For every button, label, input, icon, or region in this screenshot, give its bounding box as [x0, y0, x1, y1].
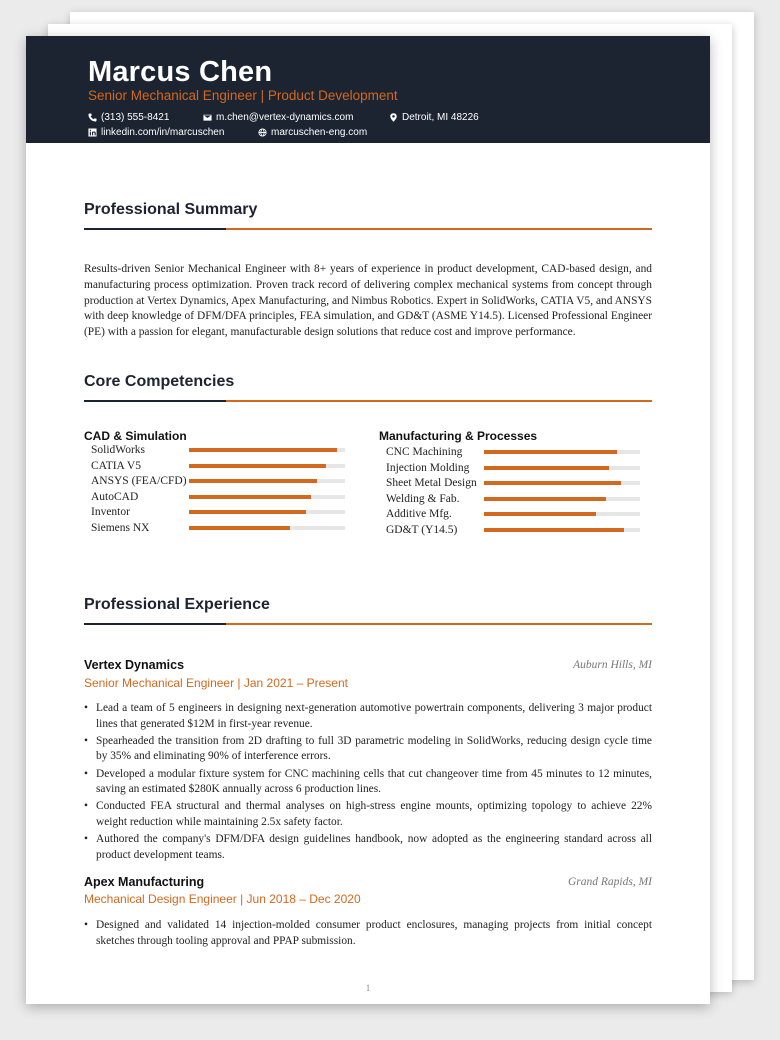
summary-divider	[84, 228, 652, 230]
skill-level-bar	[484, 497, 640, 501]
map-pin-icon	[389, 113, 398, 122]
skill-name: Sheet Metal Design	[386, 477, 477, 490]
skill-name: Siemens NX	[91, 521, 150, 534]
phone-icon	[88, 113, 97, 122]
contact-location	[389, 112, 479, 123]
skill-level-bar	[484, 481, 640, 485]
contact-row-2	[88, 127, 367, 138]
contact-row-1	[88, 112, 479, 123]
skill-level-bar	[189, 510, 345, 514]
skill-name: CNC Machining	[386, 446, 463, 458]
skill-level-fill	[189, 464, 326, 468]
phone-text: (313) 555-8421	[101, 112, 170, 123]
skill-list	[379, 445, 651, 539]
competency-group-cad	[84, 429, 356, 537]
skill-row	[91, 459, 356, 475]
job-role: Mechanical Design Engineer | Jun 2018 – Dec 2020	[84, 892, 361, 906]
skill-level-fill	[484, 450, 617, 454]
skill-name: CATIA V5	[91, 459, 141, 472]
skill-level-bar	[484, 512, 640, 516]
skill-row	[91, 474, 356, 490]
skill-name: Welding & Fab.	[386, 492, 460, 505]
skill-row	[386, 492, 651, 508]
contact-email[interactable]	[203, 112, 389, 123]
competency-group-title: CAD & Simulation	[84, 429, 187, 443]
skill-name: Injection Molding	[386, 461, 470, 474]
resume-page	[26, 36, 710, 1004]
competency-group-manufacturing	[379, 429, 651, 539]
skill-level-bar	[189, 526, 345, 530]
job-bullet: • Developed a modular fixture system for CNC machining cells that cut changeover time from 45 minutes to 12 minutes, saving an estimated $280K annually across 6 production lines.	[84, 767, 652, 798]
job-company: Apex Manufacturing	[84, 875, 205, 889]
skill-row	[386, 445, 651, 461]
skill-level-fill	[189, 479, 317, 483]
job-location: Grand Rapids, MI	[567, 876, 652, 888]
page-number: 1	[365, 983, 371, 993]
globe-icon	[258, 128, 267, 137]
job-company: Vertex Dynamics	[84, 658, 185, 672]
skill-level-bar	[189, 495, 345, 499]
job-bullets	[84, 918, 652, 951]
skill-level-fill	[484, 512, 596, 516]
summary-text: Results-driven Senior Mechanical Engineer with 8+ years of experience in product development, CAD-based design, and manufacturing process optimization. Proven track record of delivering complex mechanical systems from concept through production at Vertex Dynamics, Apex Manufacturing, and Nimbus Robotics. Expert in SolidWorks, CATIA V5, and ANSYS with deep knowledge of DFM/DFA principles, FEA simulation, and GD&T (ASME Y14.5). Licensed Professional Engineer (PE) with a passion for elegant, manufacturable design solutions that reduce cost and improve performance.	[84, 263, 652, 339]
contact-linkedin[interactable]	[88, 127, 258, 138]
skill-row	[91, 505, 356, 521]
skill-level-fill	[484, 528, 624, 532]
candidate-title: Senior Mechanical Engineer | Product Development	[88, 88, 398, 103]
skill-name: GD&T (Y14.5)	[386, 523, 458, 536]
skill-name: Additive Mfg.	[386, 508, 452, 521]
skill-level-fill	[484, 466, 609, 470]
skill-level-bar	[189, 448, 345, 452]
skill-row	[386, 523, 651, 539]
job-bullet: • Designed and validated 14 injection-molded consumer product enclosures, managing projects from initial concept sketches through tooling approval and PPAP submission.	[84, 918, 652, 949]
envelope-icon	[203, 113, 212, 122]
skill-name: AutoCAD	[91, 490, 139, 503]
skill-level-fill	[189, 495, 311, 499]
skill-level-bar	[189, 479, 345, 483]
location-text: Detroit, MI 48226	[402, 112, 479, 123]
skill-row	[91, 521, 356, 537]
job-bullet: • Lead a team of 5 engineers in designing next-generation automotive powertrain components, delivering 3 major product lines that generated $12M in first-year revenue.	[84, 701, 652, 732]
skill-name: ANSYS (FEA/CFD)	[91, 475, 187, 488]
candidate-name: Marcus Chen	[88, 56, 273, 88]
linkedin-icon	[88, 128, 97, 137]
skill-level-bar	[189, 464, 345, 468]
job-role: Senior Mechanical Engineer | Jan 2021 – Present	[84, 676, 348, 690]
contact-phone	[88, 112, 203, 123]
skill-row	[386, 461, 651, 477]
skill-row	[386, 476, 651, 492]
skill-level-fill	[484, 497, 606, 501]
skill-level-bar	[484, 450, 640, 454]
website-text: marcuschen-eng.com	[271, 127, 368, 138]
job-bullet: • Spearheaded the transition from 2D drafting to full 3D parametric modeling in SolidWorks, reducing design cycle time by 35% and eliminating 90% of interference errors.	[84, 734, 652, 765]
skill-row	[91, 490, 356, 506]
skill-level-fill	[484, 481, 621, 485]
skill-level-fill	[189, 526, 290, 530]
contact-website[interactable]	[258, 127, 367, 138]
job-location: Auburn Hills, MI	[573, 659, 652, 671]
skill-level-fill	[189, 448, 337, 452]
summary-heading: Professional Summary	[84, 201, 258, 218]
skill-row	[91, 443, 356, 459]
competency-group-title: Manufacturing & Processes	[379, 429, 538, 443]
skill-level-bar	[484, 528, 640, 532]
linkedin-text: linkedin.com/in/marcuschen	[101, 127, 225, 138]
skill-name: Inventor	[91, 506, 130, 519]
skill-level-fill	[189, 510, 306, 514]
skill-level-bar	[484, 466, 640, 470]
skill-list	[84, 443, 356, 537]
job-bullet: • Authored the company's DFM/DFA design guidelines handbook, now adopted as the engineering standard across all product development teams.	[84, 832, 652, 863]
email-text: m.chen@vertex-dynamics.com	[216, 112, 354, 123]
skill-row	[386, 507, 651, 523]
competencies-divider	[84, 400, 652, 402]
competencies-heading: Core Competencies	[84, 373, 235, 390]
resume-header	[26, 36, 710, 143]
experience-divider	[84, 623, 652, 625]
job-bullet: • Conducted FEA structural and thermal analyses on high-stress engine mounts, optimizing topology to achieve 22% weight reduction while maintaining 2.5x safety factor.	[84, 799, 652, 830]
job-bullets	[84, 701, 652, 865]
skill-name: SolidWorks	[91, 444, 146, 456]
experience-heading: Professional Experience	[84, 596, 270, 613]
